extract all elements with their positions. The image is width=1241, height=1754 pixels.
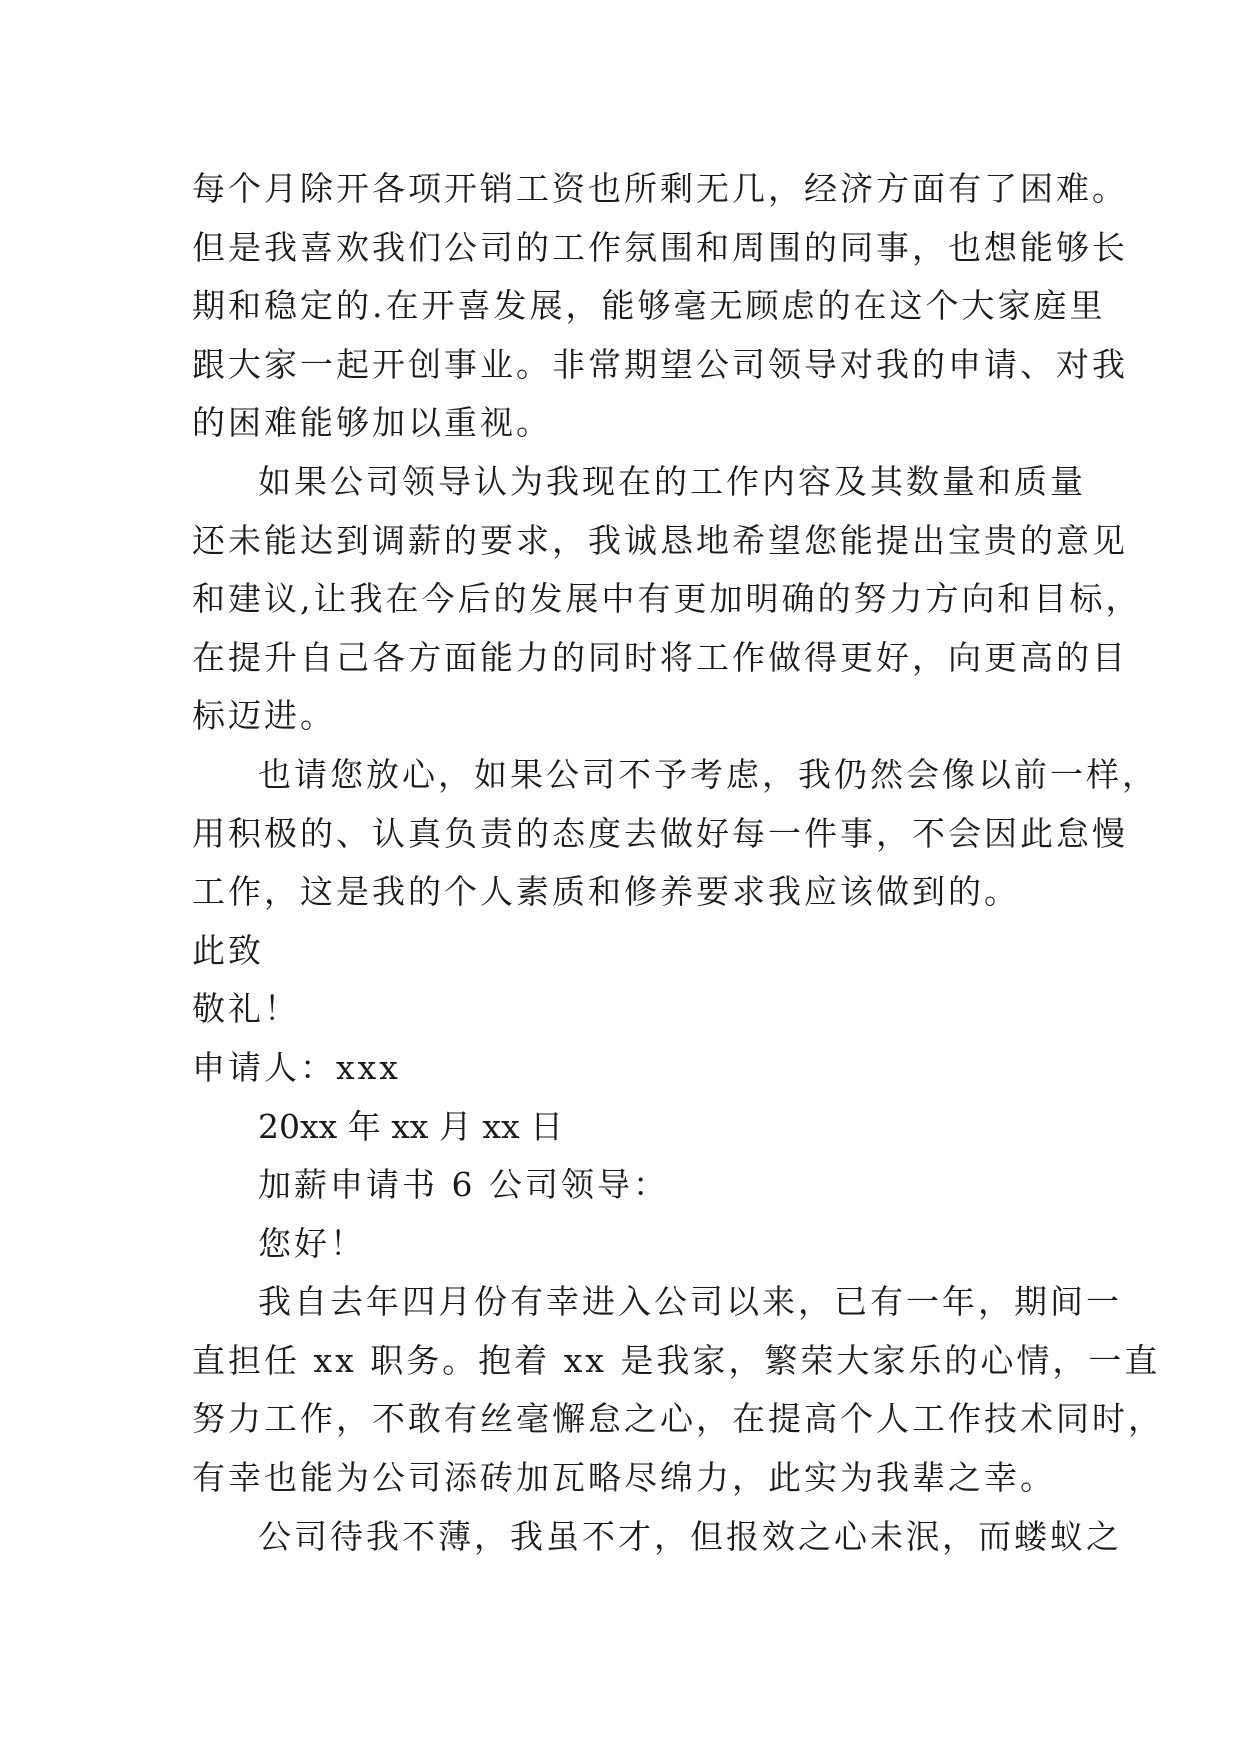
date-line: 20xx 年 xx 月 xx 日 — [258, 1106, 564, 1146]
closing-line: 此致 — [192, 930, 264, 970]
text-line: 期和稳定的.在开喜发展，能够毫无顾虑的在这个大家庭里 — [192, 286, 1106, 326]
text-line: 直担任 xx 职务。抱着 xx 是我家，繁荣大家乐的心情，一直 — [192, 1340, 1161, 1380]
letter-heading-line: 加薪申请书 6 公司领导： — [258, 1165, 669, 1205]
paragraph-start-line: 也请您放心，如果公司不予考虑，我仍然会像以前一样， — [258, 754, 1158, 794]
text-line: 用积极的、认真负责的态度去做好每一件事，不会因此怠慢 — [192, 813, 1128, 853]
salutation-line: 敬礼！ — [192, 989, 300, 1029]
text-line: 努力工作，不敢有丝毫懈怠之心，在提高个人工作技术同时， — [192, 1399, 1164, 1439]
text-line: 和建议,让我在今后的发展中有更加明确的努力方向和目标， — [192, 579, 1142, 619]
text-line: 的困难能够加以重视。 — [192, 403, 552, 443]
applicant-line: 申请人：xxx — [192, 1047, 401, 1087]
text-line: 每个月除开各项开销工资也所剩无几，经济方面有了困难。 — [192, 169, 1128, 208]
paragraph-start-line: 我自去年四月份有幸进入公司以来，已有一年，期间一 — [258, 1282, 1122, 1322]
text-line: 但是我喜欢我们公司的工作氛围和周围的同事，也想能够长 — [192, 227, 1128, 267]
paragraph-start-line: 公司待我不薄，我虽不才，但报效之心未泯，而蝼蚁之 — [258, 1516, 1122, 1556]
text-line: 在提升自己各方面能力的同时将工作做得更好，向更高的目 — [192, 637, 1128, 677]
document-page — [192, 160, 1164, 1566]
text-line: 工作，这是我的个人素质和修养要求我应该做到的。 — [192, 872, 1020, 912]
paragraph-start-line: 如果公司领导认为我现在的工作内容及其数量和质量 — [258, 461, 1086, 501]
text-line: 跟大家一起开创事业。非常期望公司领导对我的申请、对我 — [192, 344, 1128, 384]
text-line: 还未能达到调薪的要求，我诚恳地希望您能提出宝贵的意见 — [192, 520, 1128, 560]
greeting-line: 您好！ — [258, 1223, 366, 1263]
text-line: 有幸也能为公司添砖加瓦略尽绵力，此实为我辈之幸。 — [192, 1458, 1056, 1498]
text-line: 标迈进。 — [192, 696, 336, 736]
